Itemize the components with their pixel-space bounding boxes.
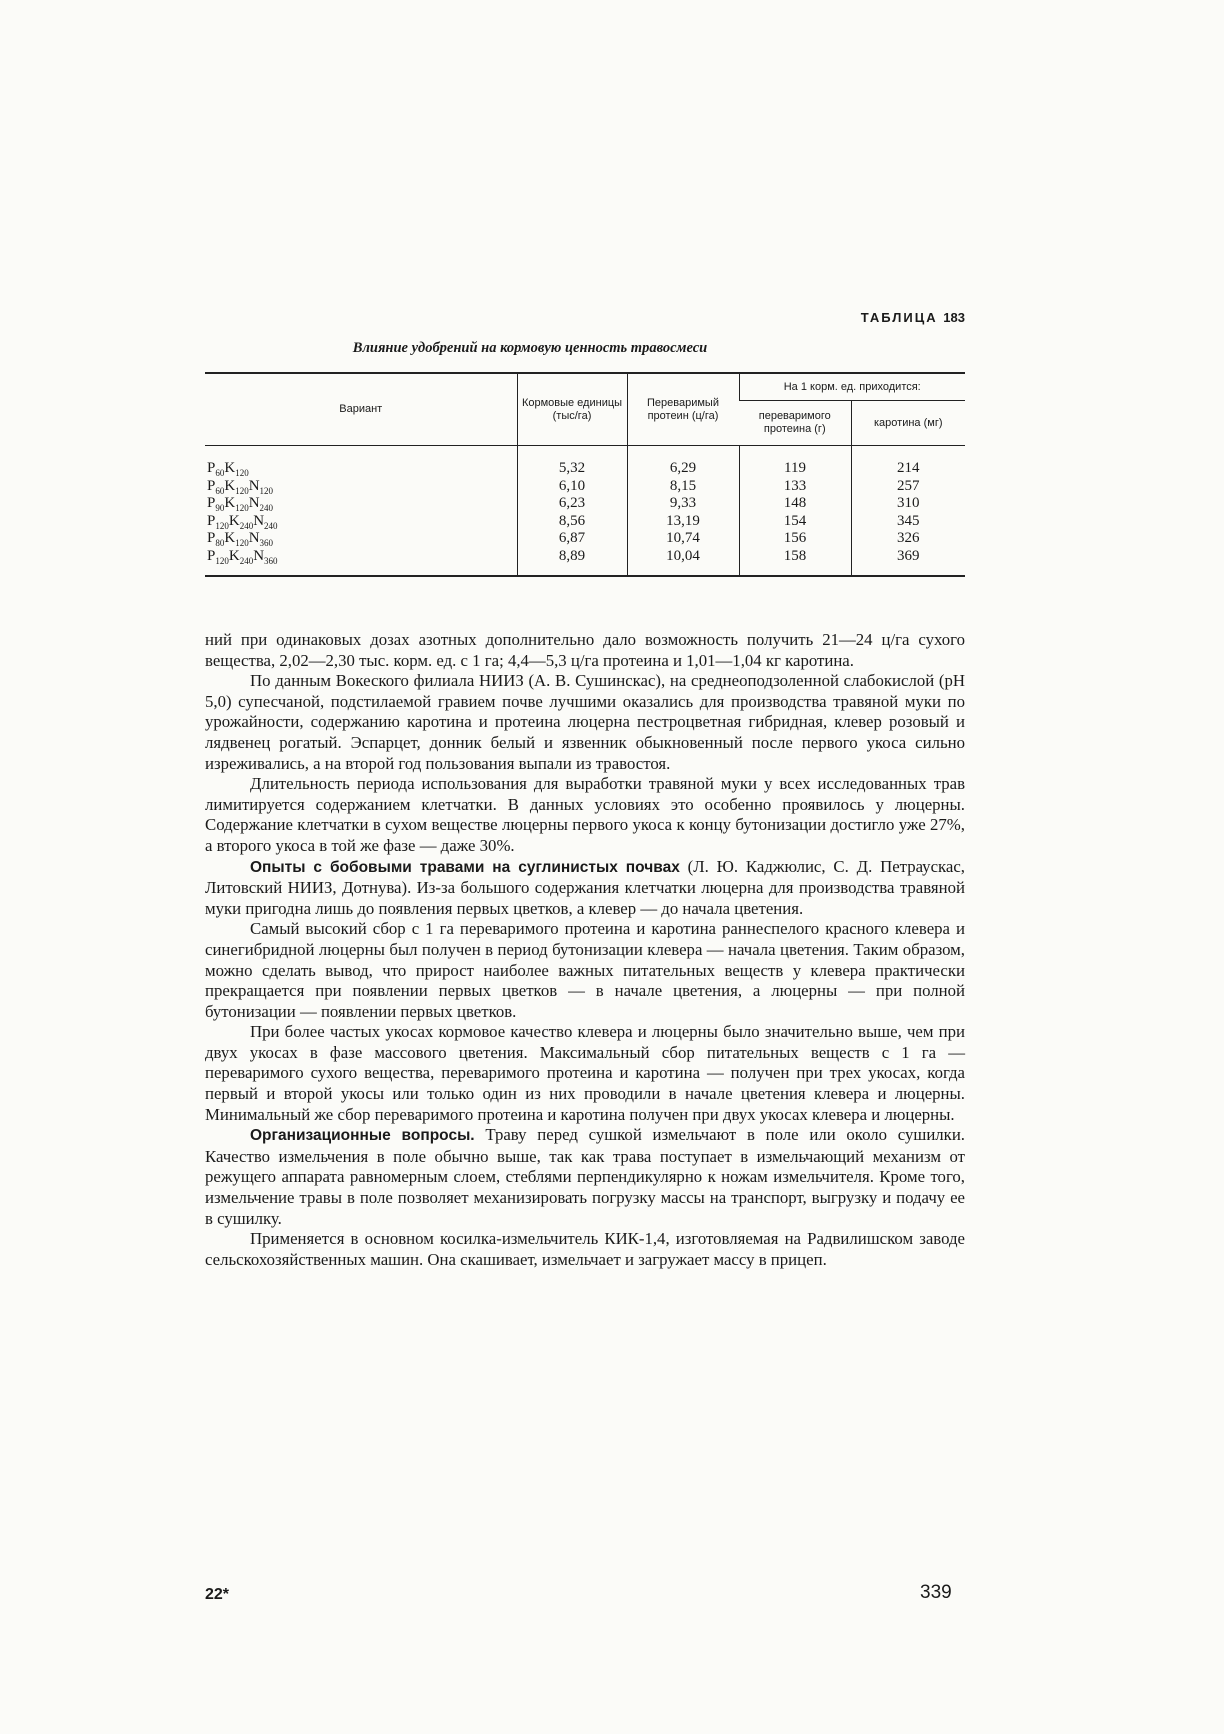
protein-cell: 10,04 bbox=[666, 547, 700, 564]
paragraph-text: Длительность периода использования для выработки травяной муки у всех исследованных трав лимитируется содержанием клетчатки. В данных условиях это особенно проявилось у люцерны. Содержание клетчатки в сухом веществе люцерны первого укоса к концу бутонизации достигло уже 27%, а второго укоса в той же фазе — даже 30%. bbox=[205, 774, 965, 855]
variant-cell bbox=[207, 460, 517, 478]
paragraph bbox=[205, 919, 965, 1022]
carotene-mg-cell: 310 bbox=[897, 495, 920, 511]
table-label bbox=[861, 310, 965, 325]
nutrient-dose: 120 bbox=[215, 520, 229, 531]
nutrient-symbol: P bbox=[207, 477, 216, 494]
protein-g-cell: 119 bbox=[784, 460, 806, 476]
paragraph-text: При более частых укосах кормовое качество клевера и люцерны было значительно выше, чем при двух укосах в фазе массового цветения. Максимальный сбор питательных веществ с 1 га — переваримого сухого вещества, переваримого протеина и каротина — получен при трех укосах, когда первый и второй укосы или только один из них проводили в начале цветения клевера и люцерны. Минимальный же сбор переваримого протеина и каротина получен при двух укосах клевера и люцерны. bbox=[205, 1022, 965, 1124]
paragraph bbox=[205, 1022, 965, 1125]
nutrient-symbol: P bbox=[207, 547, 216, 564]
feed-units-cell: 5,32 bbox=[558, 460, 586, 476]
protein-cell: 13,19 bbox=[666, 512, 700, 529]
variant-cell bbox=[207, 513, 517, 531]
header-carotene-mg: каротина (мг) bbox=[851, 401, 965, 446]
header-protein: Переваримый протеин (ц/га) bbox=[627, 373, 739, 446]
header-per-unit-group: На 1 корм. ед. приходится: bbox=[739, 373, 965, 401]
nutrient-symbol: N bbox=[253, 512, 265, 529]
protein-g-cell: 154 bbox=[783, 512, 807, 529]
nutrient-dose: 60 bbox=[215, 485, 225, 496]
nutrient-symbol: K bbox=[228, 512, 240, 529]
table-caption: Влияние удобрений на кормовую ценность травосмеси bbox=[352, 340, 708, 356]
protein-g-column bbox=[739, 446, 851, 577]
feed-units-cell: 8,56 bbox=[558, 512, 586, 529]
nutrient-symbol: P bbox=[207, 495, 216, 511]
protein-g-cell: 148 bbox=[783, 495, 807, 511]
protein-g-cell: 133 bbox=[783, 477, 807, 494]
carotene-mg-cell: 257 bbox=[897, 477, 920, 494]
nutrient-dose: 240 bbox=[239, 520, 254, 531]
nutrient-dose: 120 bbox=[259, 485, 274, 496]
paragraph bbox=[205, 1125, 965, 1229]
protein-cell: 9,33 bbox=[669, 495, 697, 511]
protein-cell: 8,15 bbox=[669, 477, 697, 494]
carotene-mg-cell: 369 bbox=[897, 547, 920, 564]
nutrient-dose: 120 bbox=[235, 503, 249, 513]
nutrient-dose: 80 bbox=[215, 538, 225, 548]
nutrient-symbol: P bbox=[207, 460, 216, 476]
nutrient-symbol: N bbox=[253, 547, 265, 564]
variant-cell bbox=[207, 478, 517, 496]
feed-units-cell: 6,87 bbox=[558, 530, 586, 546]
nutrient-dose: 360 bbox=[259, 538, 274, 548]
table-label-word: ТАБЛИЦА bbox=[860, 310, 938, 325]
paragraph bbox=[205, 1229, 965, 1270]
nutrient-symbol: N bbox=[248, 495, 260, 511]
header-protein-g: переваримого протеина (г) bbox=[739, 401, 851, 446]
nutrient-dose: 360 bbox=[264, 555, 278, 566]
table-number: 183 bbox=[943, 310, 965, 325]
feed-units-cell: 8,89 bbox=[558, 547, 586, 564]
nutrient-symbol: P bbox=[207, 530, 216, 546]
paragraph-text: Траву перед сушкой измельчают в поле или около сушилки. Качество измельчения в поле обычно выше, так как трава поступает в измельчающий механизм от режущего аппарата равномерным слоем, стеблями перпендикулярно к ножам измельчителя. Кроме того, измельчение травы в поле позволяет механизировать погрузку массы на транспорт, выгрузку и подачу ее в сушилку. bbox=[205, 1125, 965, 1228]
nutrient-dose: 120 bbox=[215, 555, 229, 566]
nutrient-symbol: K bbox=[224, 530, 236, 546]
feed-units-cell: 6,10 bbox=[558, 477, 586, 494]
paragraph-lead: Опыты с бобовыми травами на суглинистых почвах bbox=[250, 858, 680, 876]
paragraph bbox=[205, 857, 965, 920]
header-feed-units: Кормовые единицы (тыс/га) bbox=[517, 373, 627, 446]
carotene-mg-column bbox=[851, 446, 965, 577]
header-variant: Вариант bbox=[205, 373, 517, 446]
nutrient-symbol: K bbox=[224, 495, 236, 511]
nutrient-dose: 240 bbox=[259, 503, 274, 513]
paragraph-text: Применяется в основном косилка-измельчитель КИК-1,4, изготовляемая на Радвилишском заводе сельскохозяйственных машин. Она скашивает, измельчает и загружает массу в прицеп. bbox=[205, 1229, 965, 1269]
carotene-mg-cell: 214 bbox=[897, 460, 920, 476]
protein-cell: 6,29 bbox=[669, 460, 697, 476]
paragraph bbox=[205, 671, 965, 774]
paragraph bbox=[205, 774, 965, 856]
table-body-row bbox=[205, 446, 965, 577]
protein-cell: 10,74 bbox=[666, 530, 700, 546]
paragraph-text: Самый высокий сбор с 1 га переваримого протеина и каротина раннеспелого красного клевера и синегибридной люцерны был получен в период бутонизации клевера — начала цветения. Таким образом, можно сделать вывод, что прирост наиболее важных питательных веществ у клевера практически прекращается при появлении первых цветков — в начале цветения, а люцерны — при полной бутонизации — появлении первых цветков. bbox=[205, 919, 965, 1021]
nutrient-symbol: K bbox=[224, 477, 236, 494]
feed-units-column bbox=[517, 446, 627, 577]
nutrient-symbol: K bbox=[224, 460, 236, 476]
feed-units-cell: 6,23 bbox=[558, 495, 586, 511]
nutrient-dose: 240 bbox=[239, 555, 254, 566]
carotene-mg-cell: 345 bbox=[897, 512, 920, 529]
nutrient-dose: 120 bbox=[235, 485, 249, 496]
nutrient-dose: 120 bbox=[235, 538, 249, 548]
data-table bbox=[205, 372, 965, 577]
page-number: 339 bbox=[920, 1582, 952, 1603]
protein-column bbox=[627, 446, 739, 577]
nutrient-dose: 240 bbox=[264, 520, 278, 531]
paragraph-text: ний при одинаковых дозах азотных дополнительно дало возможность получить 21—24 ц/га сухого вещества, 2,02—2,30 тыс. корм. ед. с 1 га; 4,4—5,3 ц/га протеина и 1,01—1,04 кг каротина. bbox=[205, 630, 965, 670]
protein-g-cell: 156 bbox=[783, 530, 807, 546]
paragraph bbox=[205, 630, 965, 671]
variant-cell bbox=[207, 495, 517, 513]
body-text bbox=[205, 630, 965, 1270]
nutrient-symbol: N bbox=[248, 477, 260, 494]
nutrient-dose: 90 bbox=[215, 503, 225, 513]
carotene-mg-cell: 326 bbox=[897, 530, 920, 546]
paragraph-text: (Л. Ю. Каджюлис, С. Д. Петраускас, Литовский НИИЗ, Дотнува). Из-за большого содержания клетчатки люцерна для производства травяной муки пригодна лишь до появления первых цветков, а клевер — до начала цветения. bbox=[205, 856, 966, 918]
protein-g-cell: 158 bbox=[783, 547, 807, 564]
nutrient-symbol: N bbox=[248, 530, 260, 546]
variant-cell bbox=[207, 530, 517, 548]
paragraph-text: По данным Вокеского филиала НИИЗ (А. В. Сушинскас), на среднеоподзоленной слабокислой (pH 5,0) супесчаной, подстилаемой гравием почве лучшими оказались для производства травяной муки по урожайности, содержанию каротина и протеина люцерна пестроцветная гибридная, клевер розовый и лядвенец рогатый. Эспарцет, донник белый и язвенник обыкновенный после первого укоса сильно изреживались, а на второй год пользования выпали из травостоя. bbox=[205, 671, 965, 773]
paragraph-lead: Организационные вопросы. bbox=[250, 1127, 475, 1145]
signature-mark: 22* bbox=[205, 1586, 230, 1603]
variant-column bbox=[205, 446, 517, 577]
nutrient-symbol: P bbox=[207, 512, 216, 529]
variant-cell bbox=[207, 548, 517, 566]
nutrient-symbol: K bbox=[228, 547, 240, 564]
nutrient-dose: 60 bbox=[215, 468, 225, 478]
nutrient-dose: 120 bbox=[235, 468, 249, 478]
